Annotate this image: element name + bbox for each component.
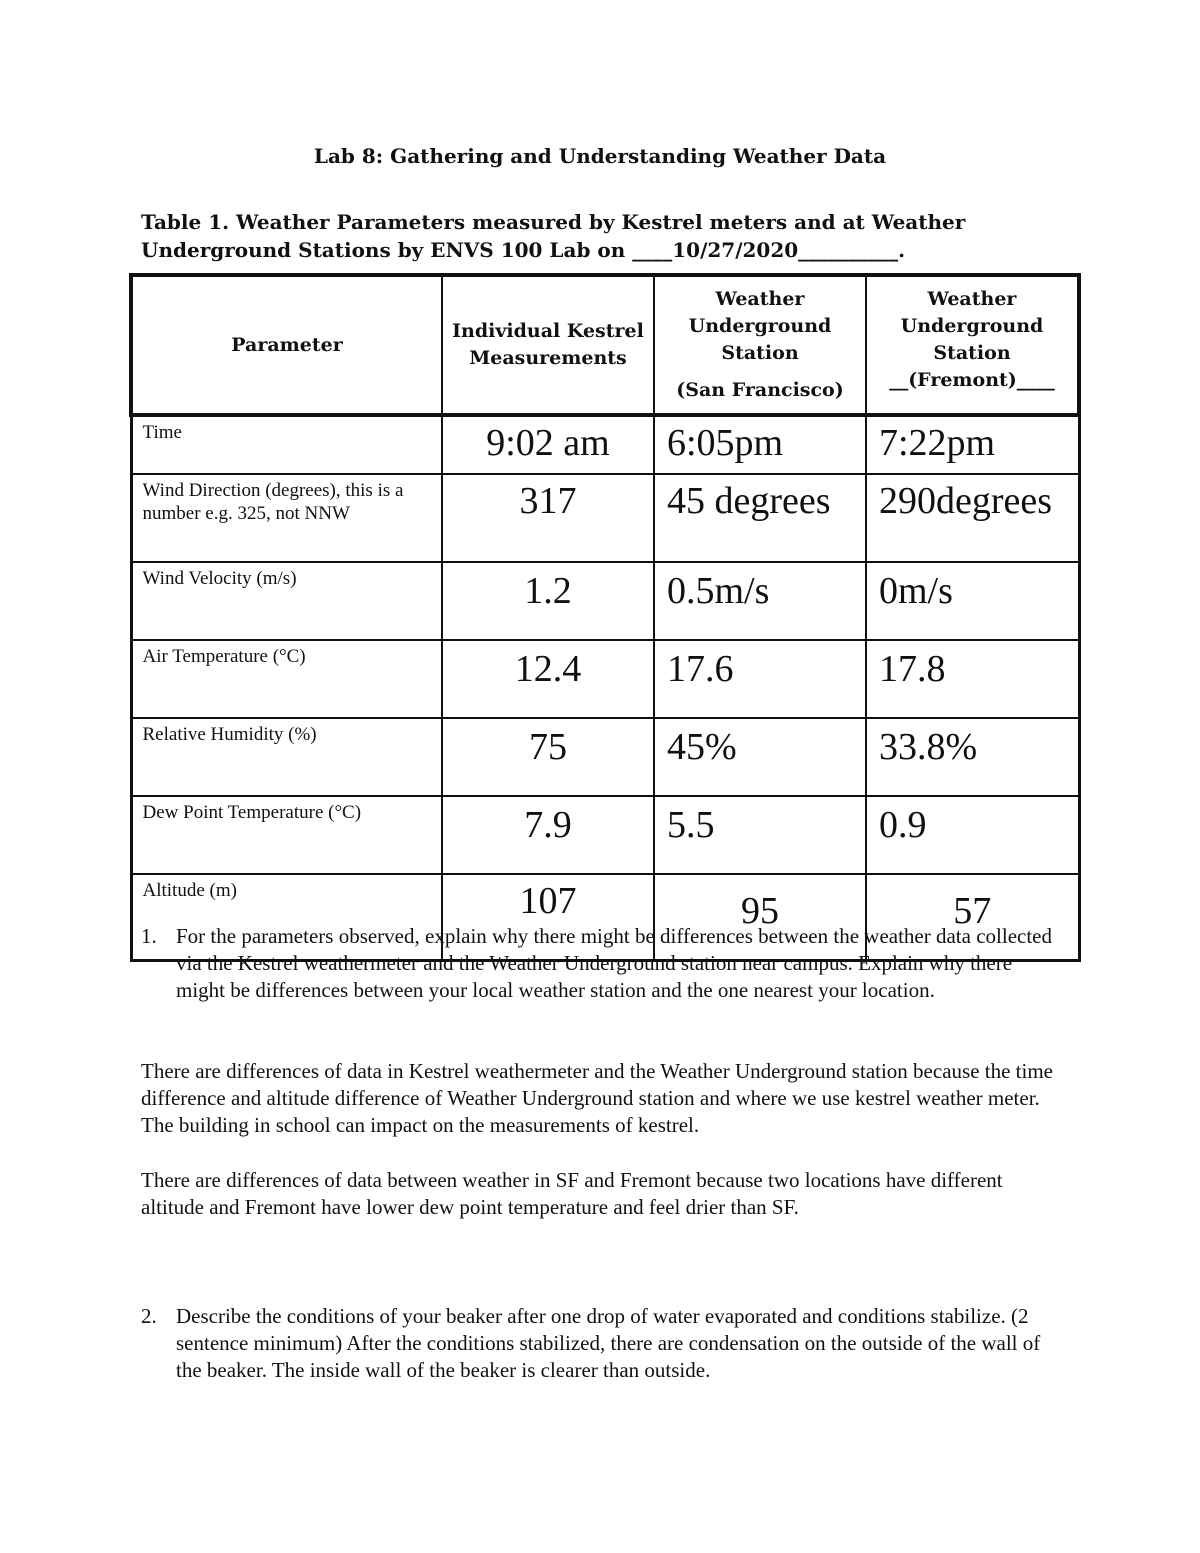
fremont-value: 17.8 <box>866 640 1079 718</box>
header-parameter: Parameter <box>131 275 442 415</box>
sf-value: 17.6 <box>654 640 866 718</box>
parameter-cell: Relative Humidity (%) <box>131 718 442 796</box>
sf-value: 0.5m/s <box>654 562 866 640</box>
question-number: 1. <box>141 924 157 948</box>
table-row <box>131 474 1079 562</box>
kestrel-value: 107 <box>442 874 654 961</box>
answer-2-paragraph: There are differences of data between weather in SF and Fremont because two locations have different altitude and Fremont have lower dew point temperature and feel drier than SF. <box>141 1168 1003 1219</box>
fremont-value: 57 <box>866 874 1079 961</box>
sf-value: 5.5 <box>654 796 866 874</box>
parameter-cell: Dew Point Temperature (°C) <box>131 796 442 874</box>
kestrel-value: 12.4 <box>442 640 654 718</box>
table-row <box>131 562 1079 640</box>
parameter-cell: Wind Direction (degrees), this is a number e.g. 325, not NNW <box>131 474 442 562</box>
kestrel-value: 317 <box>442 474 654 562</box>
sf-value: 45% <box>654 718 866 796</box>
question-text: Describe the conditions of your beaker after one drop of water evaporated and conditions stabilize. (2 sentence minimum) After the conditions stabilized, there are condensation on the outside of the wall of the beaker. The inside wall of the beaker is clearer than outside. <box>176 1304 1041 1382</box>
fremont-value: 0m/s <box>866 562 1079 640</box>
table-caption: Table 1. Weather Parameters measured by Kestrel meters and at Weather Underground Stations by ENVS 100 Lab on ____10/27/2020__________. <box>141 210 966 262</box>
question-1 <box>141 923 1061 1033</box>
header-fremont-station: Weather Underground Station __(Fremont)____ <box>866 275 1079 415</box>
sf-value: 45 degrees <box>654 474 866 562</box>
table-row <box>131 796 1079 874</box>
parameter-cell: Wind Velocity (m/s) <box>131 562 442 640</box>
answer-1-paragraph: There are differences of data in Kestrel weathermeter and the Weather Underground station because the time difference and altitude difference of Weather Underground station and where we use kestrel weather meter. The building in school can impact on the measurements of kestrel. <box>141 1059 1053 1137</box>
parameter-cell: Air Temperature (°C) <box>131 640 442 718</box>
document-title: Lab 8: Gathering and Understanding Weather Data <box>313 144 887 168</box>
sf-value: 95 <box>654 874 866 961</box>
parameter-cell: Altitude (m) <box>131 874 442 961</box>
fremont-value: 7:22pm <box>866 415 1079 474</box>
fremont-value: 33.8% <box>866 718 1079 796</box>
weather-data-table <box>129 273 1081 962</box>
table-row <box>131 718 1079 796</box>
question-text: For the parameters observed, explain why there might be differences between the weather data collected via the Kestrel weathermeter and the Weather Underground station near campus. Explain why there might be differences between your local weather station and the one nearest your location. <box>176 924 1052 1002</box>
kestrel-value: 9:02 am <box>442 415 654 474</box>
table-header-row <box>131 275 1079 415</box>
header-kestrel: Individual Kestrel Measurements <box>442 275 654 415</box>
question-2 <box>141 1303 1061 1393</box>
fremont-value: 0.9 <box>866 796 1079 874</box>
parameter-cell: Time <box>131 415 442 474</box>
header-sf-station: Weather Underground Station (San Francisco) <box>654 275 866 415</box>
sf-value: 6:05pm <box>654 415 866 474</box>
fremont-value: 290degrees <box>866 474 1079 562</box>
question-number: 2. <box>141 1304 157 1328</box>
kestrel-value: 1.2 <box>442 562 654 640</box>
kestrel-value: 75 <box>442 718 654 796</box>
table-row <box>131 640 1079 718</box>
kestrel-value: 7.9 <box>442 796 654 874</box>
table-row <box>131 415 1079 474</box>
